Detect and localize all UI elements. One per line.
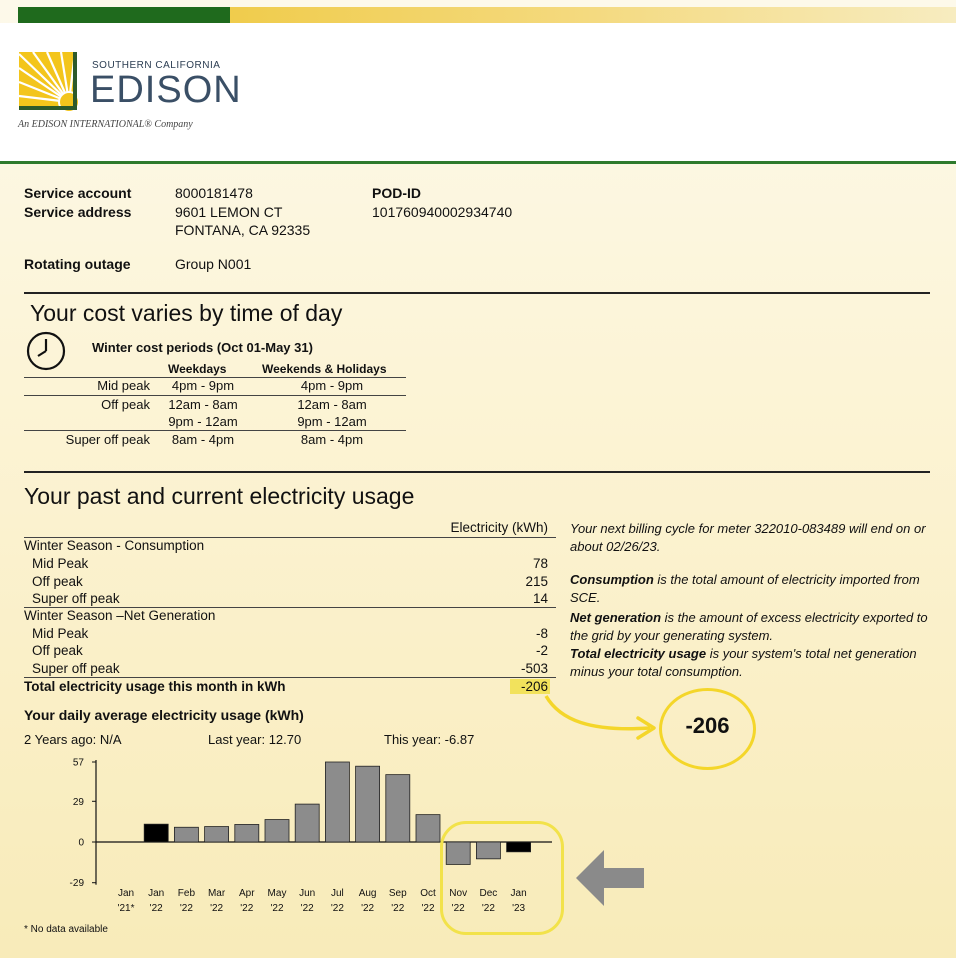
x-tick-label-year: '23 [512,903,526,914]
consumption-off-peak-label: Off peak [32,574,83,589]
x-tick-label-month: May [267,888,287,899]
service-account-label: Service account [24,185,132,201]
total-usage-definition [570,645,930,680]
bar-jun-22 [295,804,319,842]
consumption-mid-peak-value: 78 [532,556,548,571]
x-tick-label-month: Feb [177,888,196,899]
consumption-mid-peak-label: Mid Peak [32,556,89,571]
x-tick-label-month: Jun [299,888,316,899]
pod-id-label: POD-ID [372,185,421,201]
logo-small-text: SOUTHERN CALIFORNIA [92,60,221,71]
time-of-day-title: Your cost varies by time of day [30,300,343,326]
weekends-header: Weekends & Holidays [262,362,387,376]
logo-company-name: EDISON [90,69,242,111]
x-tick-label-year: '22 [330,903,344,914]
rotating-outage-label: Rotating outage [24,256,131,272]
tod-weekend-mid-peak: 4pm - 9pm [300,378,364,393]
bar-aug-22 [356,766,380,842]
consumption-super-off-peak-label: Super off peak [32,591,120,606]
highlight-ring [440,821,564,935]
no-data-footnote: * No data available [24,924,108,935]
x-tick-label-year: '22 [179,903,193,914]
tod-weekend-off-peak-1: 12am - 8am [297,397,367,412]
pod-id-value: 101760940002934740 [372,204,513,220]
total-usage-term: Total electricity usage [570,646,707,661]
consumption-def: is the total amount of electricity imported from SCE. [570,572,920,605]
tod-row-divider [24,395,406,396]
service-address-line2: FONTANA, CA 92335 [175,222,311,238]
header-divider [0,161,956,164]
total-usage-value: -206 [510,679,550,694]
net-super-off-peak-label: Super off peak [32,661,120,676]
weekdays-header: Weekdays [168,362,227,376]
x-tick-label-month: Sep [388,888,407,899]
tod-weekend-off-peak-2: 9pm - 12am [297,414,367,429]
total-usage-def: is your system's total net generation minus your total consumption. [570,646,917,679]
daily-usage-title: Your daily average electricity usage (kWh) [24,707,304,723]
usage-row-divider [24,677,556,678]
x-tick-label-month: Jan [117,888,135,899]
x-tick-label-year: '22 [149,903,163,914]
x-tick-label-year: '22 [270,903,284,914]
x-tick-label-year: '21* [117,903,135,914]
x-tick-label-month: Jan [510,888,527,899]
bar-may-22 [265,820,289,842]
total-usage-label: Total electricity usage this month in kWh [24,679,286,694]
bar-feb-22 [174,827,198,842]
tod-weekday-super-off-peak: 8am - 4pm [171,432,235,447]
rotating-outage-value: Group N001 [175,256,252,272]
consumption-section-label: Winter Season - Consumption [24,538,205,553]
bar-oct-22 [416,815,440,842]
y-tick-label: 0 [78,837,84,849]
winter-periods-subtitle: Winter cost periods (Oct 01-May 31) [92,340,313,355]
consumption-term: Consumption [570,572,654,587]
x-tick-label-year: '22 [361,903,375,914]
x-tick-label-year: '22 [210,903,224,914]
billing-cycle-note: Your next billing cycle for meter 322010-083489 will end on or about 02/26/23. [570,521,926,554]
x-tick-label-year: '22 [481,903,495,914]
bar-jul-22 [325,762,349,842]
edison-sun-logo-icon [17,50,79,112]
tod-weekend-super-off-peak: 8am - 4pm [300,432,364,447]
x-tick-label-year: '22 [300,903,314,914]
x-tick-label-month: Aug [358,888,377,899]
y-tick-label: 29 [72,796,84,808]
tod-weekday-off-peak-2: 9pm - 12am [168,414,238,429]
tod-row-divider [24,430,406,431]
tod-period-mid-peak: Mid peak [97,378,150,393]
two-years-ago-stat: 2 Years ago: N/A [24,732,122,747]
x-tick-label-year: '22 [421,903,435,914]
x-tick-label-year: '22 [391,903,405,914]
x-tick-label-month: Jul [331,888,344,899]
net-generation-definition [570,609,930,644]
top-color-bar-yellow [230,7,956,23]
usage-title: Your past and current electricity usage [24,483,415,509]
bar-jan-22 [144,824,168,842]
x-tick-label-month: Nov [449,888,468,899]
x-tick-label-month: Oct [420,888,436,899]
service-account-number: 8000181478 [175,185,253,201]
x-tick-label-year: '22 [240,903,254,914]
y-tick-label: -29 [69,878,84,890]
net-super-off-peak-value: -503 [520,661,548,676]
top-color-bar-green [18,7,230,23]
electricity-kwh-header: Electricity (kWh) [450,520,548,535]
net-mid-peak-label: Mid Peak [32,626,89,641]
x-tick-label-month: Jan [148,888,165,899]
bar-apr-22 [235,824,259,842]
callout-value: -206 [685,713,730,738]
tod-weekday-off-peak-1: 12am - 8am [168,397,238,412]
bar-sep-22 [386,775,410,842]
net-off-peak-value: -2 [535,643,548,658]
x-tick-label-month: Mar [207,888,226,899]
consumption-off-peak-value: 215 [525,574,548,589]
logo-tagline: An EDISON INTERNATIONAL® Company [18,119,193,130]
this-year-stat: This year: -6.87 [384,732,475,747]
section-divider [24,292,930,294]
x-tick-label-month: Dec [479,888,498,899]
bar-mar-22 [205,827,229,842]
x-tick-label-month: Apr [239,888,255,899]
consumption-definition [570,571,930,606]
y-tick-label: 57 [72,757,84,769]
net-generation-term: Net generation [570,610,662,625]
x-tick-label-year: '22 [451,903,465,914]
tod-weekday-mid-peak: 4pm - 9pm [171,378,235,393]
service-address-line1: 9601 LEMON CT [175,204,283,220]
section-divider [24,471,930,473]
last-year-stat: Last year: 12.70 [208,732,302,747]
left-arrow-icon [576,850,646,906]
net-generation-section-label: Winter Season –Net Generation [24,608,216,623]
net-mid-peak-value: -8 [535,626,548,641]
consumption-super-off-peak-value: 14 [532,591,548,606]
clock-icon [25,330,67,372]
service-address-label: Service address [24,204,132,220]
tod-period-off-peak: Off peak [101,397,150,412]
net-off-peak-label: Off peak [32,643,83,658]
net-generation-def: is the amount of excess electricity exported to the grid by your generating system. [570,610,928,643]
tod-period-super-off-peak: Super off peak [65,432,150,447]
